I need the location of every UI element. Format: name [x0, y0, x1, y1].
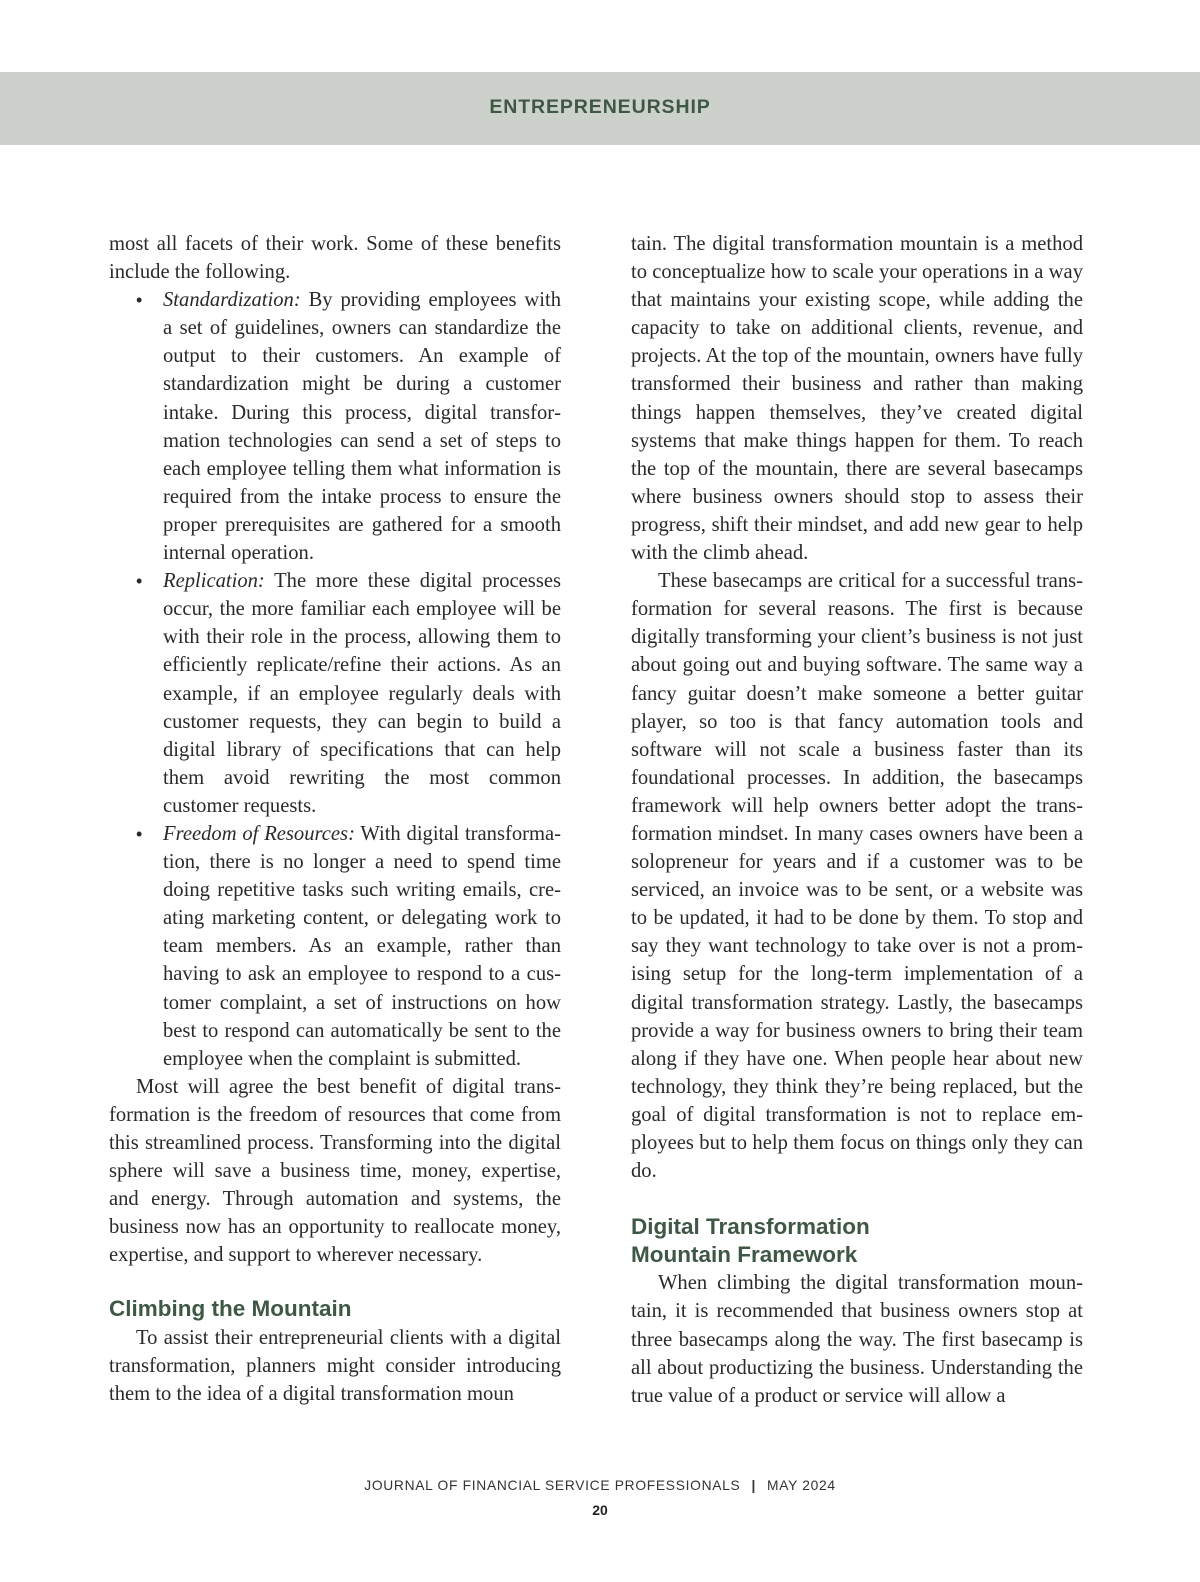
benefit-text: By providing employees with a set of guidelines, owners can standardize the output to their customers. An example of standardization might be during a customer intake. During this process, digital transformation technologies can send a set of steps to each employee telling them what information is required from the intake process to ensure the proper prerequisites are gathered for a smooth internal operation. — [163, 289, 561, 565]
section-label: ENTREPRENEURSHIP — [489, 96, 711, 118]
benefit-standardization — [109, 286, 561, 567]
issue-date: MAY 2024 — [767, 1478, 836, 1493]
page-number: 20 — [592, 1502, 608, 1518]
journal-name: JOURNAL OF FINANCIAL SERVICE PROFESSIONALS — [364, 1478, 741, 1493]
body-paragraph: When climbing the digital transformation mountain, it is recommended that business owners stop at three basecamps along the way. The first basecamp is all about productizing the business. Understanding the true value of a product or service will allow a — [631, 1272, 1083, 1407]
section-heading-climbing: Climbing the Mountain — [109, 1296, 352, 1322]
benefit-replication — [109, 567, 561, 820]
left-column — [109, 230, 561, 1408]
benefit-text: The more these digital processes occur, the more familiar each employee will be with their role in the process, allowing them to efficiently replicate/refine their actions. As an example, if an employee regularly deals with customer requests, they can begin to build a digital library of specifications that can help them avoid rewriting the most common customer requests. — [163, 570, 561, 817]
benefit-text: With digital transformation, there is no longer a need to spend time doing repetitive tasks such writing emails, creating marketing content, or delegating work to team members. As an example, rather than having to ask an employee to respond to a customer complaint, a set of instructions on how best to respond can automatically be sent to the employee when the complaint is submitted. — [163, 822, 562, 1070]
right-column — [631, 230, 1083, 1410]
benefit-term: Standardization: — [163, 289, 301, 312]
benefit-term: Replication: — [163, 570, 265, 593]
footer-journal-line — [0, 1478, 1200, 1493]
benefit-freedom-of-resources — [109, 820, 561, 1073]
section-heading-framework — [631, 1213, 1083, 1269]
body-paragraph: These basecamps are critical for a successful transformation for several reasons. The first is because digitally transforming your client’s business is not just about going out and buying software. The same way a fancy guitar doesn’t make someone a better guitar player, so too is that fancy automation tools and software will not scale a business faster than its foundational processes. In addition, the basecamps framework will help owners better adopt the transformation mindset. In many cases owners have been a solopreneur for years and if a customer was to be serviced, an invoice was to be sent, or a website was to be updated, it had to be done by them. To stop and say they want technology to take over is not a promising setup for the long-term implementation of a digital transformation strategy. Lastly, the basecamps provide a way for business owners to bring their team along if they have one. When people hear about new technology, they think they’re being replaced, but the goal of digital transformation is not to replace employees but to help them focus on things only they can do. — [631, 570, 1083, 1183]
heading-line: Digital Transformation — [631, 1214, 870, 1240]
intro-paragraph: most all facets of their work. Some of these benefits include the following. — [109, 233, 561, 284]
body-paragraph: To assist their entrepreneurial clients with a digital transformation, planners might consider introducing them to the idea of a digital transformation moun — [109, 1326, 561, 1405]
body-paragraph: Most will agree the best benefit of digital transformation is the freedom of resources that come from this streamlined process. Transforming into the digital sphere will save a business time, money, expertise, and energy. Through automation and systems, the business now has an opportunity to reallocate money, expertise, and support to wherever necessary. — [109, 1075, 561, 1267]
body-paragraph: tain. The digital transformation mountain is a method to conceptualize how to scale your operations in a way that maintains your existing scope, while adding the capacity to take on additional clients, revenue, and projects. At the top of the mountain, owners have fully transformed their business and rather than making things happen themselves, they’ve created digital systems that make things happen for them. To reach the top of the mountain, there are several basecamps where business owners should stop to assess their progress, shift their mindset, and add new gear to help with the climb ahead. — [631, 233, 1083, 565]
footer-separator: | — [751, 1478, 756, 1493]
benefits-list — [109, 286, 561, 1073]
benefit-term: Freedom of Resources: — [163, 822, 355, 845]
heading-line: Mountain Framework — [631, 1242, 858, 1268]
